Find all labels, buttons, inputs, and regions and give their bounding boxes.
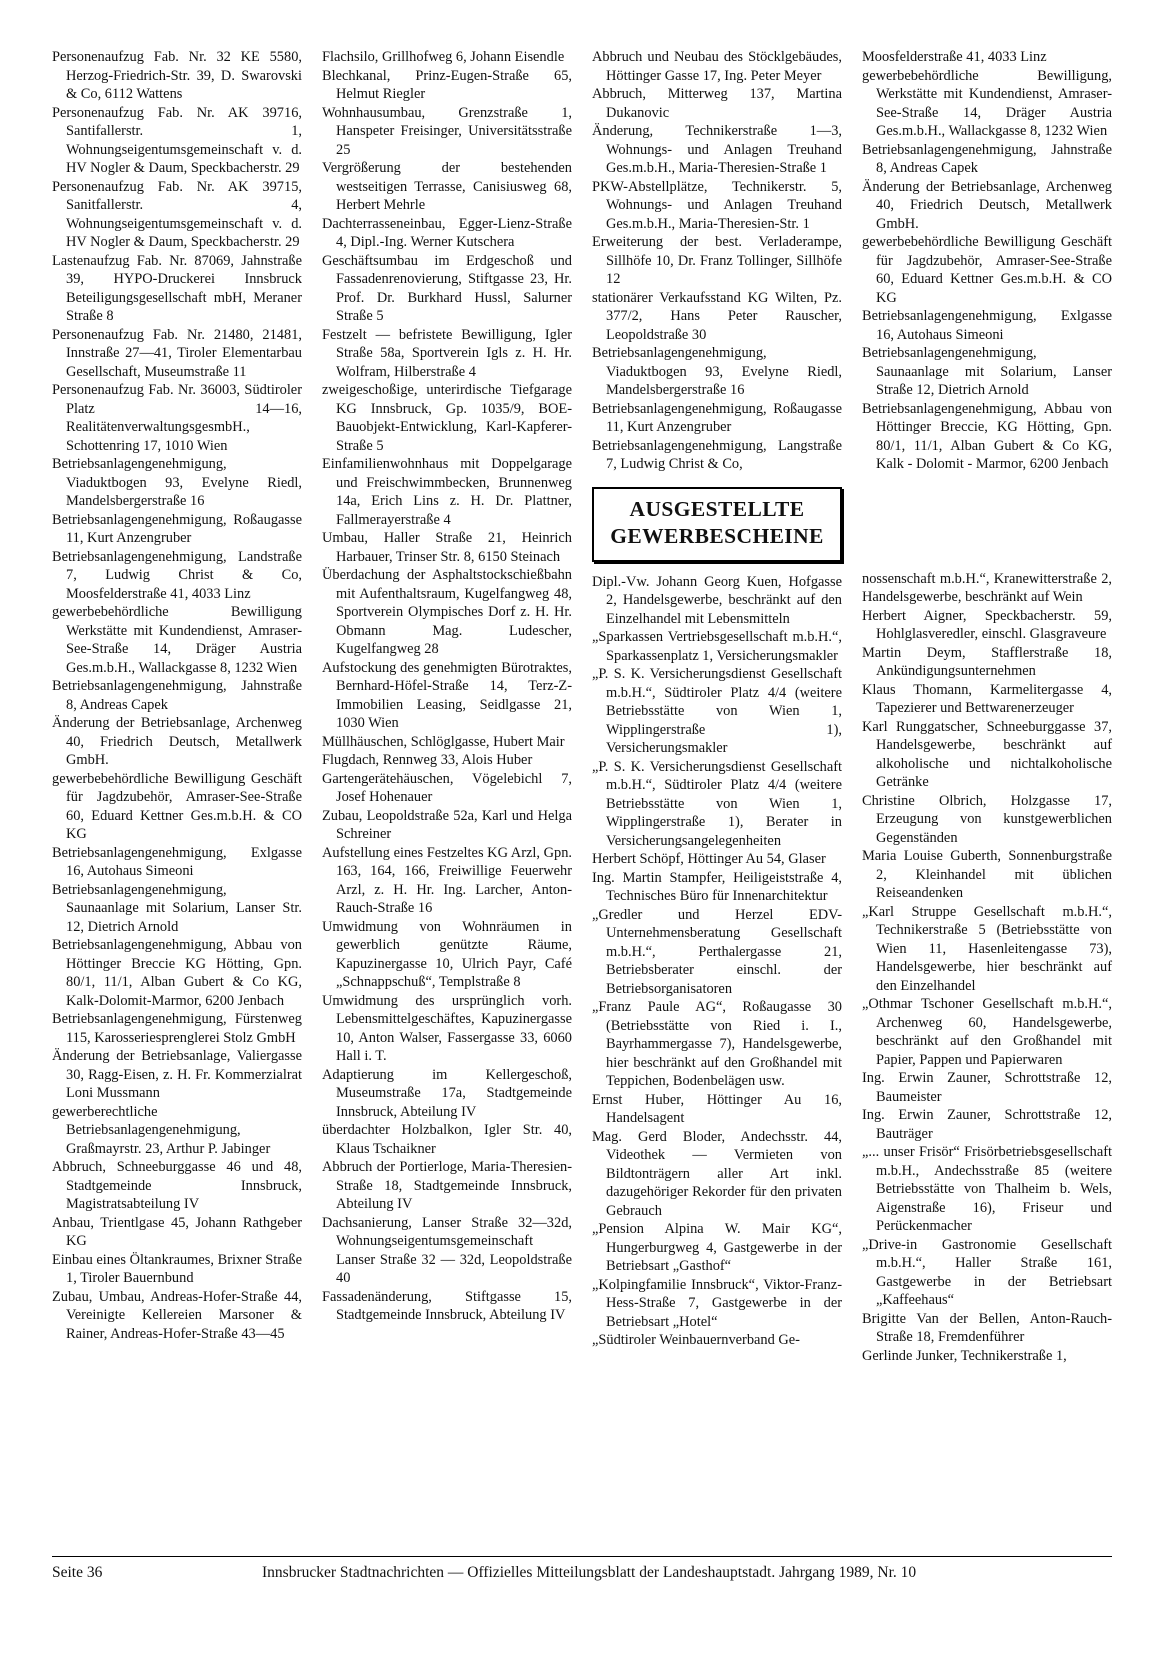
list-item: Änderung, Technikerstraße 1—3, Wohnungs- und Anlagen Treuhand Ges.m.b.H., Maria-Theresien-Straße 1 bbox=[592, 123, 842, 176]
list-item: Adaptierung im Kellergeschoß, Museumstraße 17a, Stadtgemeinde Innsbruck, Abteilung IV bbox=[322, 1066, 572, 1120]
list-item: „Gredler und Herzel EDV-Unternehmensberatung Gesellschaft m.b.H.“, Perthalergasse 21, Betriebsberater einschl. der Betriebsorganisatoren bbox=[592, 906, 842, 997]
list-item: PKW-Abstellplätze, Technikerstr. 5, Wohnungs- und Anlagen Treuhand Ges.m.b.H., Maria-Theresien-Str. 1 bbox=[592, 178, 842, 232]
list-item: Abbruch, Schneeburggasse 46 und 48, Stadtgemeinde Innsbruck, Magistratsabteilung IV bbox=[52, 1159, 302, 1212]
list-item: Christine Olbrich, Holzgasse 17, Erzeugung von kunstgewerblichen Gegenständen bbox=[862, 792, 1112, 846]
list-item: Betriebsanlagengenehmigung, Abbau von Höttinger Breccie, KG Hötting, Gpn. 80/1, 11/1, Alban Gubert & Co KG, Kalk - Dolomit - Marmor, 6200 Jenbach bbox=[862, 400, 1112, 472]
list-item: gewerbebehördliche Bewilligung Geschäft für Jagdzubehör, Amraser-See-Straße 60, Eduard Kettner Ges.m.b.H. & CO KG bbox=[52, 770, 302, 842]
list-item: Einfamilienwohnhaus mit Doppelgarage und Freischwimmbecken, Brunnenweg 14a, Erich Lins z. H. Dr. Plattner, Fallmerayerstraße 4 bbox=[322, 456, 572, 528]
list-item: Geschäftsumbau im Erdgeschoß und Fassadenrenovierung, Stiftgasse 23, Hr. Prof. Dr. Burkhard Hussl, Salurner Straße 5 bbox=[322, 252, 572, 324]
list-item: Betriebsanlagengenehmigung, Saunaanlage mit Solarium, Lanser Str. 12, Dietrich Arnold bbox=[52, 881, 302, 935]
list-item: Betriebsanlagengenehmigung, Landstraße 7, Ludwig Christ & Co, Moosfelderstraße 41, 4033 Linz bbox=[52, 548, 302, 602]
column-3 bbox=[592, 48, 842, 1518]
list-item: Einbau eines Öltankraumes, Brixner Straße 1, Tiroler Bauernbund bbox=[52, 1251, 302, 1286]
list-item: Dipl.-Vw. Johann Georg Kuen, Hofgasse 2, Handelsgewerbe, beschränkt auf den Einzelhandel mit Lebensmitteln bbox=[592, 573, 842, 627]
list-item: „Pension Alpina W. Mair KG“, Hungerburgweg 4, Gastgewerbe in der Betriebsart „Gasthof“ bbox=[592, 1221, 842, 1275]
list-item: Personenaufzug Fab. Nr. 21480, 21481, Innstraße 27—41, Tiroler Elementarbau Gesellschaft, Museumstraße 11 bbox=[52, 326, 302, 380]
list-item: Erweiterung der best. Verladerampe, Sillhöfe 10, Dr. Franz Tollinger, Sillhöfe 12 bbox=[592, 234, 842, 287]
list-item: Umwidmung von Wohnräumen in gewerblich genützte Räume, Kapuzinergasse 10, Ulrich Payr, Café „Schnappschuß“, Templstraße 8 bbox=[322, 918, 572, 990]
list-item: Personenaufzug Fab. Nr. 36003, Südtiroler Platz 14—16, RealitätenverwaltungsgesmbH., Schottenring 17, 1010 Wien bbox=[52, 382, 302, 454]
list-item: Ing. Erwin Zauner, Schrottstraße 12, Baumeister bbox=[862, 1070, 1112, 1105]
list-item: Betriebsanlagengenehmigung, Exlgasse 16, Autohaus Simeoni bbox=[52, 844, 302, 879]
list-item: Flachsilo, Grillhofweg 6, Johann Eisendle bbox=[322, 49, 565, 65]
list-item: Betriebsanlagengenehmigung, Saunaanlage mit Solarium, Lanser Straße 12, Dietrich Arnold bbox=[862, 345, 1112, 398]
list-item: gewerbebehördliche Bewilligung, Werkstätte mit Kundendienst, Amraser-See-Straße 14, Dräger Austria Ges.m.b.H., Wallackgasse 8, 1232 Wien bbox=[862, 67, 1112, 139]
list-item: Herbert Aigner, Speckbacherstr. 59, Hohlglasveredler, einschl. Glasgraveure bbox=[862, 607, 1112, 642]
list-item: Fassadenänderung, Stiftgasse 15, Stadtgemeinde Innsbruck, Abteilung IV bbox=[322, 1288, 572, 1323]
list-item: Wohnhausumbau, Grenzstraße 1, Hanspeter Freisinger, Universitätsstraße 25 bbox=[322, 104, 572, 158]
list-item: Gartengerätehäuschen, Vögelebichl 7, Josef Hohenauer bbox=[322, 770, 572, 805]
list-item: Betriebsanlagengenehmigung, Roßaugasse 11, Kurt Anzengruber bbox=[592, 400, 842, 435]
list-item: Betriebsanlagengenehmigung, Langstraße 7, Ludwig Christ & Co, bbox=[592, 437, 842, 472]
list-item: Betriebsanlagengenehmigung, Viaduktbogen 93, Evelyne Riedl, Mandelsbergerstraße 16 bbox=[52, 456, 302, 509]
list-item: Anbau, Trientlgase 45, Johann Rathgeber KG bbox=[52, 1214, 302, 1249]
page-footer bbox=[52, 1556, 1112, 1582]
list-item: stationärer Verkaufsstand KG Wilten, Pz. 377/2, Hans Peter Rauscher, Leopoldstraße 30 bbox=[592, 289, 842, 343]
list-item: Abbruch, Mitterweg 137, Martina Dukanovic bbox=[592, 86, 842, 121]
list-item: Dachsanierung, Lanser Straße 32—32d, Wohnungseigentumsgemeinschaft Lanser Straße 32 — 32d, Leopoldstraße 40 bbox=[322, 1214, 572, 1286]
list-item: „Karl Struppe Gesellschaft m.b.H.“, Technikerstraße 5 (Betriebsstätte von Wien 11, Hasenleitengasse 73), Handelsgewerbe, hier beschränkt auf den Einzelhandel bbox=[862, 903, 1112, 994]
list-item: Änderung der Betriebsanlage, Archenweg 40, Friedrich Deutsch, Metallwerk GmbH. bbox=[52, 715, 302, 768]
list-item: Ing. Erwin Zauner, Schrottstraße 12, Bauträger bbox=[862, 1107, 1112, 1142]
list-item: „Franz Paule AG“, Roßaugasse 30 (Betriebsstätte von Ried i. I., Bayrhammergasse 7), Handelsgewerbe, hier beschränkt auf den Großhandel mit Teppichen, Bodenbelägen usw. bbox=[592, 999, 842, 1090]
section-heading-banner bbox=[592, 487, 842, 562]
list-item: „Drive-in Gastronomie Gesellschaft m.b.H.“, Haller Straße 161, Gastgewerbe in der Betriebsart „Kaffeehaus“ bbox=[862, 1236, 1112, 1308]
list-item: Herbert Schöpf, Höttinger Au 54, Glaser bbox=[592, 851, 826, 868]
list-item: Umbau, Haller Straße 21, Heinrich Harbauer, Trinser Str. 8, 6150 Steinach bbox=[322, 530, 572, 565]
list-item: Betriebsanlagengenehmigung, Fürstenweg 115, Karosseriesprenglerei Stolz GmbH bbox=[52, 1011, 302, 1046]
column-1 bbox=[52, 48, 302, 1518]
list-item: Umwidmung des ursprünglich vorh. Lebensmittelgeschäftes, Kapuzinergasse 10, Anton Walser, Fassergasse 33, 6060 Hall i. T. bbox=[322, 992, 572, 1064]
column-4 bbox=[862, 48, 1112, 1518]
list-item: nossenschaft m.b.H.“, Kranewitterstraße 2, Handelsgewerbe, beschränkt auf Wein bbox=[862, 570, 1112, 605]
list-item: Flugdach, Rennweg 33, Alois Huber bbox=[322, 752, 533, 768]
list-item: Änderung der Betriebsanlage, Valiergasse 30, Ragg-Eisen, z. H. Fr. Kommerzialrat Loni Mussmann bbox=[52, 1048, 302, 1101]
list-item: Moosfelderstraße 41, 4033 Linz bbox=[862, 49, 1047, 65]
list-item: Martin Deym, Stafflerstraße 18, Ankündigungsunternehmen bbox=[862, 644, 1112, 679]
list-item: Betriebsanlagengenehmigung, Roßaugasse 11, Kurt Anzengruber bbox=[52, 511, 302, 546]
list-item: „Othmar Tschoner Gesellschaft m.b.H.“, Archenweg 60, Handelsgewerbe, beschränkt auf den Großhandel mit Papier, Pappen und Papierwaren bbox=[862, 996, 1112, 1068]
list-item: Maria Louise Guberth, Sonnenburgstraße 2, Kleinhandel mit üblichen Reiseandenken bbox=[862, 848, 1112, 901]
list-item: Betriebsanlagengenehmigung, Abbau von Höttinger Breccie KG Hötting, Gpn. 80/1, 11/1, Alban Gubert & Co KG, Kalk-Dolomit-Marmor, 6200 Jenbach bbox=[52, 937, 302, 1009]
list-item: Betriebsanlagengenehmigung, Viaduktbogen 93, Evelyne Riedl, Mandelsbergerstraße 16 bbox=[592, 345, 842, 398]
list-item: Lastenaufzug Fab. Nr. 87069, Jahnstraße 39, HYPO-Druckerei Innsbruck Beteiligungsgesellschaft mbH, Meraner Straße 8 bbox=[52, 252, 302, 324]
list-item: gewerberechtliche Betriebsanlagengenehmigung, Graßmayrstr. 23, Arthur P. Jabinger bbox=[52, 1103, 271, 1157]
list-item: Klaus Thomann, Karmelitergasse 4, Tapezierer und Bettwarenerzeuger bbox=[862, 681, 1112, 716]
section-heading-title: AUSGESTELLTE GEWERBESCHEINE bbox=[610, 496, 824, 549]
list-item: Karl Runggatscher, Schneeburggasse 37, Handelsgewerbe, beschränkt auf alkoholische und nichtalkoholische Getränke bbox=[862, 718, 1112, 790]
list-item: Vergrößerung der bestehenden westseitigen Terrasse, Canisiusweg 68, Herbert Mehrle bbox=[322, 160, 572, 213]
list-item: Aufstellung eines Festzeltes KG Arzl, Gpn. 163, 164, 166, Freiwillige Feuerwehr Arzl, z. H. Hr. Ing. Larcher, Anton-Rauch-Straße 16 bbox=[322, 844, 572, 916]
list-item: Abbruch der Portierloge, Maria-Theresien-Straße 18, Stadtgemeinde Innsbruck, Abteilung IV bbox=[322, 1159, 572, 1212]
list-item: Betriebsanlagengenehmigung, Exlgasse 16, Autohaus Simeoni bbox=[862, 308, 1112, 343]
footer-publication-line: Innsbrucker Stadtnachrichten — Offizielles Mitteilungsblatt der Landeshauptstadt. Jahrgang 1989, Nr. 10 bbox=[262, 1564, 917, 1581]
list-item: Brigitte Van der Bellen, Anton-Rauch-Straße 18, Fremdenführer bbox=[862, 1310, 1112, 1345]
list-item: Änderung der Betriebsanlage, Archenweg 40, Friedrich Deutsch, Metallwerk GmbH. bbox=[862, 178, 1112, 232]
list-item: Betriebsanlagengenehmigung, Jahnstraße 8, Andreas Capek bbox=[862, 141, 1112, 176]
column-2 bbox=[322, 48, 572, 1518]
list-item: Betriebsanlagengenehmigung, Jahnstraße 8, Andreas Capek bbox=[52, 678, 302, 713]
list-item: Überdachung der Asphaltstockschießbahn mit Aufenthaltsraum, Kugelfangweg 48, Sportverein Olympisches Dorf z. H. Hr. Obmann Mag. Ludescher, Kugelfangweg 28 bbox=[322, 567, 572, 657]
page-columns bbox=[52, 48, 1112, 1518]
list-item: Zubau, Umbau, Andreas-Hofer-Straße 44, Vereinigte Kellereien Marsoner & Rainer, Andreas-Hofer-Straße 43—45 bbox=[52, 1288, 302, 1342]
list-item: Personenaufzug Fab. Nr. AK 39715, Sanitfallerstr. 4, Wohnungseigentumsgemeinschaft v. d. HV Nogler & Daum, Speckbacherstr. 29 bbox=[52, 178, 302, 250]
list-item: „Sparkassen Vertriebsgesellschaft m.b.H.“, Sparkassenplatz 1, Versicherungsmakler bbox=[592, 629, 842, 664]
list-item: Personenaufzug Fab. Nr. 32 KE 5580, Herzog-Friedrich-Str. 39, D. Swarovski & Co, 6112 Wattens bbox=[52, 49, 302, 102]
list-item: Dachterrasseneinbau, Egger-Lienz-Straße 4, Dipl.-Ing. Werner Kutschera bbox=[322, 215, 572, 250]
list-item: Zubau, Leopoldstraße 52a, Karl und Helga Schreiner bbox=[322, 807, 572, 842]
list-item: „P. S. K. Versicherungsdienst Gesellschaft m.b.H.“, Südtiroler Platz 4/4 (weitere Betriebsstätte von Wien 1, Wipplingerstraße 1), Berater in Versicherungsangelegenheiten bbox=[592, 758, 842, 849]
list-item: Abbruch und Neubau des Stöcklgebäudes, Höttinger Gasse 17, Ing. Peter Meyer bbox=[592, 49, 842, 84]
list-item: Müllhäuschen, Schlöglgasse, Hubert Mair bbox=[322, 733, 565, 750]
list-item: gewerbebehördliche Bewilligung Werkstätte mit Kundendienst, Amraser-See-Straße 14, Dräger Austria Ges.m.b.H., Wallackgasse 8, 1232 Wien bbox=[52, 604, 302, 676]
list-item: „... unser Frisör“ Frisörbetriebsgesellschaft m.b.H., Andechsstraße 85 (weitere Betriebsstätte von Thalheim b. Wels, Aigenstraße 16), Friseur und Perückenmacher bbox=[862, 1144, 1112, 1234]
list-item: „Kolpingfamilie Innsbruck“, Viktor-Franz-Hess-Straße 7, Gastgewerbe in der Betriebsart „Hotel“ bbox=[592, 1276, 842, 1330]
list-item: gewerbebehördliche Bewilligung Geschäft für Jagdzubehör, Amraser-See-Straße 60, Eduard Kettner Ges.m.b.H. & CO KG bbox=[862, 234, 1112, 306]
list-item: „P. S. K. Versicherungsdienst Gesellschaft m.b.H.“, Südtiroler Platz 4/4 (weitere Betriebsstätte von Wien 1, Wipplingerstraße 1), Versicherungsmakler bbox=[592, 666, 842, 757]
list-item: Gerlinde Junker, Technikerstraße 1, bbox=[862, 1347, 1067, 1364]
page-number: Seite 36 bbox=[52, 1564, 103, 1581]
list-item: Mag. Gerd Bloder, Andechsstr. 44, Videothek — Vermieten von Bildtonträgern aller Art inkl. dazugehöriger Rekorder für den privaten Gebrauch bbox=[592, 1128, 842, 1219]
list-item: Personenaufzug Fab. Nr. AK 39716, Santifallerstr. 1, Wohnungseigentumsgemeinschaft v. d. HV Nogler & Daum, Speckbacherstr. 29 bbox=[52, 104, 302, 176]
list-item: Festzelt — befristete Bewilligung, Igler Straße 58a, Sportverein Igls z. H. Hr. Wolfram, Hilberstraße 4 bbox=[322, 326, 572, 380]
list-item: Ing. Martin Stampfer, Heiligeiststraße 4, Technisches Büro für Innenarchitektur bbox=[592, 869, 842, 905]
list-item: Aufstockung des genehmigten Bürotraktes, Bernhard-Höfel-Straße 14, Terz-Z-Immobilien Leasing, Seidlgasse 21, 1030 Wien bbox=[322, 659, 572, 731]
list-item: „Südtiroler Weinbauernverband Ge- bbox=[592, 1332, 800, 1349]
list-item: Blechkanal, Prinz-Eugen-Straße 65, Helmut Riegler bbox=[322, 67, 572, 102]
list-item: Ernst Huber, Höttinger Au 16, Handelsagent bbox=[592, 1091, 842, 1127]
list-item: überdachter Holzbalkon, Igler Str. 40, Klaus Tschaikner bbox=[322, 1122, 572, 1157]
list-item: zweigeschoßige, unterirdische Tiefgarage KG Innsbruck, Gp. 1035/9, BOE-Bauobjekt-Entwicklung, Karl-Kapferer-Straße 5 bbox=[322, 382, 572, 454]
